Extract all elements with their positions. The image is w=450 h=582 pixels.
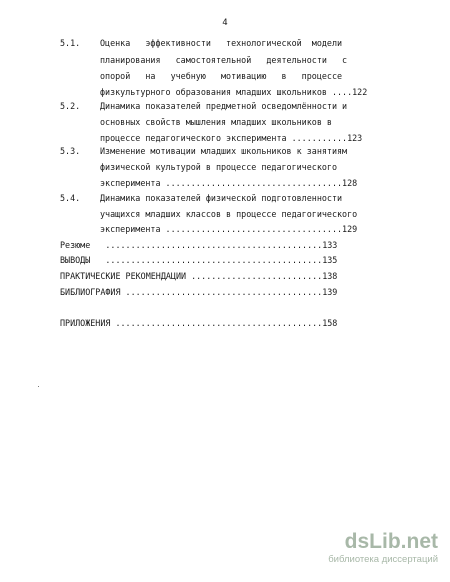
toc-line: физкультурного образования младших школьников ....122 <box>100 87 368 97</box>
toc-line: опорой на учебную мотивацию в процессе <box>100 71 343 81</box>
watermark-subtitle: библиотека диссертаций <box>328 554 438 565</box>
watermark <box>328 530 438 570</box>
toc-line: эксперимента ...................................128 <box>100 178 358 188</box>
scan-speck <box>38 386 39 387</box>
toc-line: физической культурой в процессе педагогического <box>100 162 337 172</box>
toc-line: Оценка эффективности технологической модели <box>100 38 343 48</box>
toc-entry-summary: Резюме ...........................................133 <box>60 240 338 250</box>
toc-entry-appendices: ПРИЛОЖЕНИЯ .........................................158 <box>60 318 338 328</box>
toc-line: эксперимента ...................................129 <box>100 224 358 234</box>
page-number: 4 <box>222 18 228 28</box>
section-number: 5.3. <box>60 146 81 156</box>
section-number: 5.2. <box>60 101 81 111</box>
toc-line: планирования самостоятельной деятельности с <box>100 55 348 65</box>
toc-line: Изменение мотивации младших школьников к занятиям <box>100 146 348 156</box>
toc-line: основных свойств мышления младших школьников в <box>100 117 332 127</box>
section-number: 5.4. <box>60 193 81 203</box>
toc-entry-bibliography: БИБЛИОГРАФИЯ .......................................139 <box>60 287 338 297</box>
toc-entry-conclusions: ВЫВОДЫ ...........................................135 <box>60 255 338 265</box>
toc-line: процессе педагогического эксперимента ...........123 <box>100 133 363 143</box>
toc-line: Динамика показателей физической подготовленности <box>100 193 343 203</box>
section-number: 5.1. <box>60 38 81 48</box>
watermark-logo: dsLib.net <box>344 530 438 553</box>
toc-line: учащихся младших классов в процессе педагогического <box>100 209 358 219</box>
toc-entry-recommendations: ПРАКТИЧЕСКИЕ РЕКОМЕНДАЦИИ ..........................138 <box>60 271 338 281</box>
toc-line: Динамика показателей предметной осведомлённости и <box>100 101 348 111</box>
